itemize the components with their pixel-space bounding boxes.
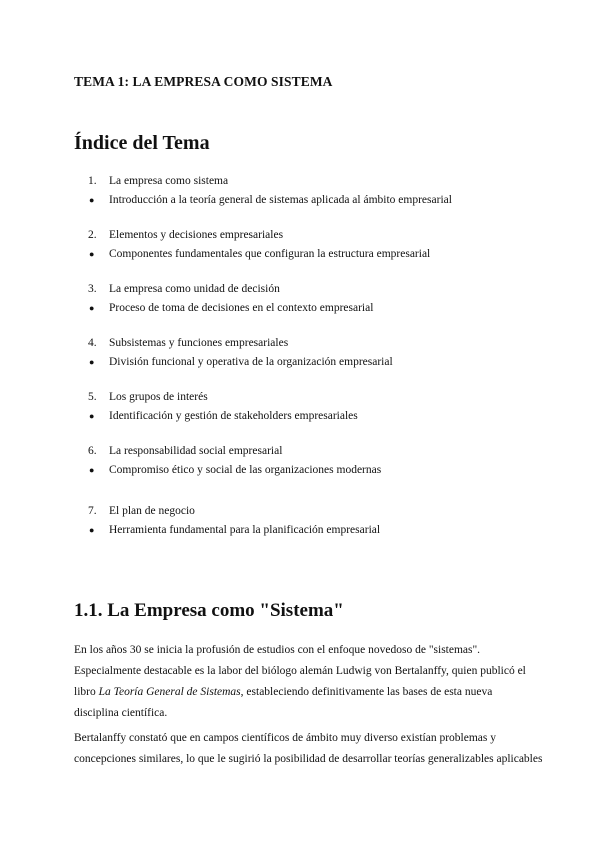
subitem-text: Herramienta fundamental para la planificación empresarial [109,524,381,536]
index-subitem [88,191,548,210]
index-subitem [88,407,548,426]
subitem-text: Identificación y gestión de stakeholders empresariales [109,410,358,422]
item-number: 2. [88,229,97,241]
index-group [88,502,548,540]
bullet-icon: ● [89,195,95,205]
item-text: Los grupos de interés [109,391,208,403]
index-group [88,334,548,372]
bullet-icon: ● [89,357,95,367]
paragraph-text: En los años 30 se inicia la profusión de estudios con el enfoque novedoso de "sistemas". Especialmente destacable es la labor del biólogo alemán Ludwig von Bertalanffy, quien publicó el libro [74,644,526,698]
index-item [88,442,548,461]
index-subitem [88,461,548,480]
bullet-icon: ● [89,303,95,313]
index-item [88,172,548,191]
subitem-text: Componentes fundamentales que configuran la estructura empresarial [109,248,431,260]
subitem-text: Proceso de toma de decisiones en el contexto empresarial [109,302,374,314]
index-item [88,226,548,245]
subitem-text: Compromiso ético y social de las organizaciones modernas [109,464,382,476]
item-number: 6. [88,445,97,457]
paragraph [74,728,543,770]
index-group [88,388,548,426]
section-heading: 1.1. La Empresa como "Sistema" [74,600,344,621]
bullet-icon: ● [89,411,95,421]
item-text: Elementos y decisiones empresariales [109,229,284,241]
document-title: TEMA 1: LA EMPRESA COMO SISTEMA [74,74,333,89]
bullet-icon: ● [89,249,95,259]
index-subitem [88,353,548,372]
item-number: 7. [88,505,97,517]
item-number: 4. [88,337,97,349]
index-group [88,172,548,210]
paragraph-line: Bertalanffy constató que en campos científicos de ámbito muy diverso existían problemas y [74,732,496,744]
index-group [88,442,548,480]
item-text: La empresa como unidad de decisión [109,283,280,295]
subitem-text: Introducción a la teoría general de sistemas aplicada al ámbito empresarial [109,194,452,206]
bullet-icon: ● [89,465,95,475]
book-title: La Teoría General de Sistemas [98,686,241,698]
index-heading: Índice del Tema [74,132,210,154]
item-number: 3. [88,283,97,295]
item-text: El plan de negocio [109,505,195,517]
item-text: Subsistemas y funciones empresariales [109,337,289,349]
bullet-icon: ● [89,525,95,535]
item-number: 5. [88,391,97,403]
index-subitem [88,245,548,264]
topic-index [88,172,548,556]
index-subitem [88,521,548,540]
paragraph-line: concepciones similares, lo que le sugirió la posibilidad de desarrollar teorías generalizables aplicables [74,753,543,765]
index-item [88,388,548,407]
index-item [88,334,548,353]
index-item [88,502,548,521]
index-item [88,280,548,299]
paragraph [74,640,528,724]
subitem-text: División funcional y operativa de la organización empresarial [109,356,393,368]
index-group [88,226,548,264]
item-number: 1. [88,175,97,187]
index-subitem [88,299,548,318]
item-text: La responsabilidad social empresarial [109,445,283,457]
item-text: La empresa como sistema [109,175,229,187]
index-group [88,280,548,318]
paragraph-text: , estableciendo definitivamente las bases de esta nueva disciplina científica. [74,686,493,719]
